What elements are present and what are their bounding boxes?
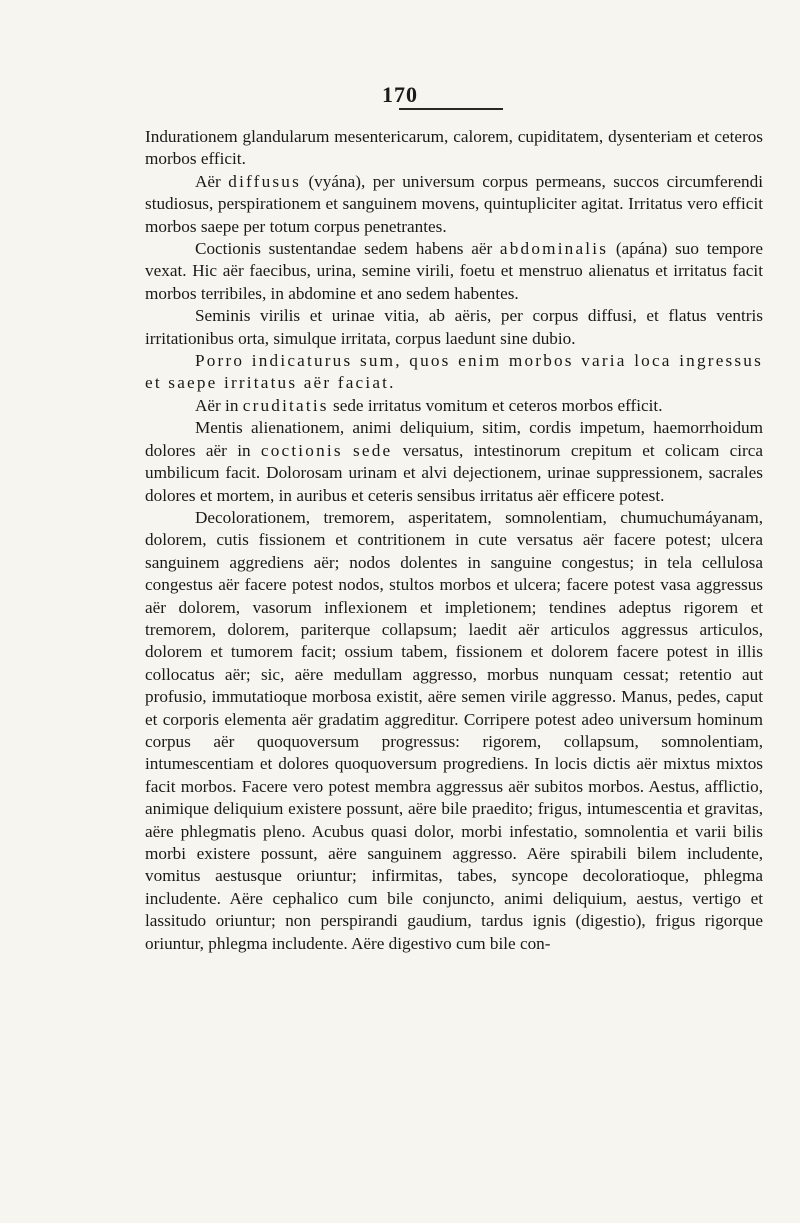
text-run: versatus, intestinorum crepitum et colicam circa umbilicum facit. Dolorosam urinam et alvi dejectionem, urinae suppressionem, sacrales dolores et mortem, in auribus et ceteris sensibus irritatus aër efficere potest. [145, 440, 764, 505]
text-run: sede irritatus vomitum et ceteros morbos efficit. [328, 395, 663, 415]
paragraph [145, 417, 763, 507]
page-number-rule [399, 108, 503, 110]
text-run: Indurationem glandularum mesentericarum, calorem, cupiditatem, dysenteriam et ceteros morbos efficit. [145, 127, 763, 169]
paragraph [145, 171, 763, 238]
spaced-term: diffusus [228, 171, 301, 191]
paragraph [145, 395, 763, 417]
paragraph [145, 126, 763, 171]
paragraph [145, 350, 763, 395]
text-run: Aër in [195, 395, 243, 415]
text-run: (apána) suo tempore vexat. Hic aër faecibus, urina, semine virili, foetu et menstruo alienatus et irritatus facit morbos terribiles, in abdomine et ano sedem habentes. [145, 239, 764, 303]
spaced-term: sede [353, 440, 393, 460]
page-number: 170 [382, 82, 418, 107]
spaced-term: cruditatis [242, 395, 329, 415]
paragraph [145, 305, 763, 350]
text-run: (vyána), per universum corpus permeans, succos circumferendi studiosus, perspirationem et sanguinem movens, quintupliciter agitat. Irritatus vero efficit morbos saepe per totum corpus penetrantes. [145, 171, 763, 236]
text-run: Seminis virilis et urinae vitia, ab aëris, per corpus diffusi, et flatus ventris irritationibus orta, simulque irritata, corpus laedunt sine dubio. [145, 306, 763, 348]
body-text [145, 126, 763, 955]
text-run: Aër [195, 171, 229, 191]
text-run [343, 441, 353, 460]
text-run: Mentis alienationem, animi deliquium, sitim, cordis impetum, haemorrhoidum dolores aër in [145, 418, 763, 460]
paragraph [145, 238, 763, 305]
spaced-term: abdominalis [499, 239, 609, 259]
text-run: Decolorationem, tremorem, asperitatem, somnolentiam, chumuchumáyanam, dolorem, cutis fissionem et contritionem in cute versatus aër facere potest; ulcera sanguinem aggrediens aër; nodos dolentes in sanguine congestus; in tela cellulosa congestus aër facere potest nodos, stultos morbos et ulcera; facere potest vasa aggressus aër dolorem, vasorum inflexionem et impletionem; tendines adeptus rigorem et tremorem, dolorem, pariterque collapsum; laedit aër articulos aggressus articulos, dolorem et tumorem facit; ossium tabem, fissionem et dolorem facere potest in illis collocatus aër; sic, aëre medullam aggresso, morbus nunquam cessat; retentio aut profusio, immutatioque morbosa existit, aëre semen virile aggresso. Manus, pedes, caput et corporis elementa aër gradatim aggreditur. Corripere potest adeo universum hominum corpus aër quoquoversum progressus: rigorem, collapsum, somnolentiam, intumescentiam et dolores quoquoversum progrediens. In locis dictis aër mixtus mixtos facit morbos. Facere vero potest membra aggressus aër subitos morbos. Aestus, afflictio, animique deliquium existere possunt, aëre bile praedito; frigus, intumescentia et gravitas, aëre phlegmatis pleno. Acubus quasi dolor, morbi infestatio, somnolentia et varii bilis morbi existere possunt, aëre sanguinem aggresso. Aëre spirabili bilem includente, vomitus aestusque oriuntur; infirmitas, tabes, syncope decoloratioque, phlegma includente. Aëre cephalico cum bile conjuncto, animi deliquium, aestus, vertigo et lassitudo oriuntur; non perspirandi gaudium, tardus ignis (digestio), frigus rigorque oriuntur, phlegma includente. Aëre digestivo cum bile con- [145, 507, 763, 953]
spaced-term: coctionis [260, 440, 343, 460]
text-run: Coctionis sustentandae sedem habens aër [195, 239, 500, 259]
paragraph [145, 507, 763, 955]
spaced-term: Porro indicaturus sum, quos enim morbos varia loca ingressus et saepe irritatus aër faciat. [145, 351, 763, 393]
